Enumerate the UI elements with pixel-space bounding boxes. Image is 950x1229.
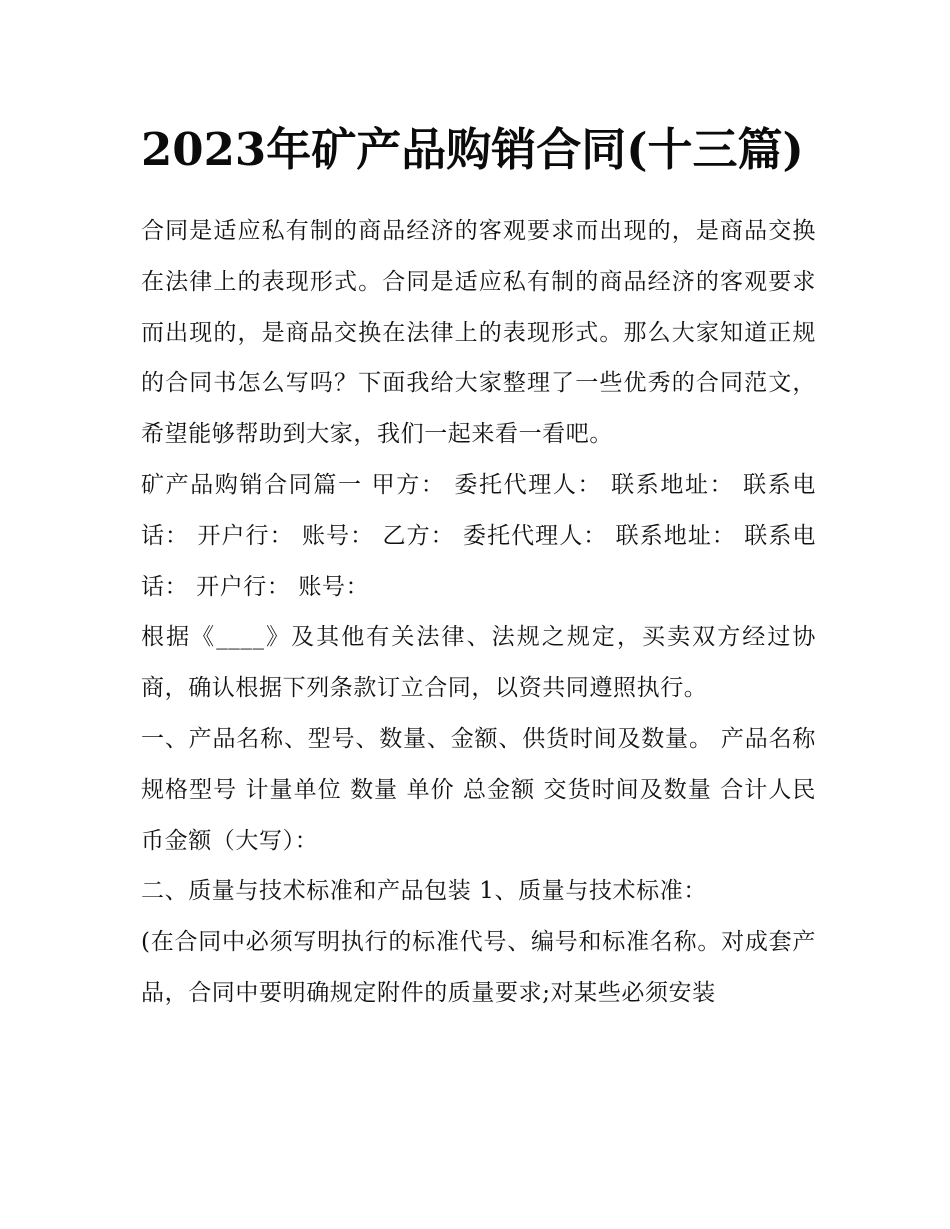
document-page — [141, 112, 816, 1019]
paragraph-section-2: 二、质量与技术标准和产品包装 1、质量与技术标准： — [141, 878, 707, 905]
document-body — [141, 206, 816, 1019]
paragraph-section-1: 一、产品名称、型号、数量、金额、供货时间及数量。 产品名称 规格型号 计量单位 数量 单价 总金额 交货时间及数量 合计人民币金额（大写）： — [141, 725, 816, 854]
paragraph-intro: 合同是适应私有制的商品经济的客观要求而出现的，是商品交换在法律上的表现形式。合同是适应私有制的商品经济的客观要求而出现的，是商品交换在法律上的表现形式。那么大家知道正规的合同书怎么写吗？下面我给大家整理了一些优秀的合同范文，希望能够帮助到大家，我们一起来看一看吧。 — [141, 218, 816, 448]
paragraph-standards: (在合同中必须写明执行的标准代号、编号和标准名称。对成套产品，合同中要明确规定附件的质量要求;对某些必须安装 — [141, 929, 816, 1006]
document-title: 2023年矿产品购销合同(十三篇) — [141, 123, 804, 176]
paragraph-parties: 矿产品购销合同篇一 甲方： 委托代理人： 联系地址： 联系电话： 开户行： 账号： 乙方： 委托代理人： 联系地址： 联系电话： 开户行： 账号： — [141, 471, 816, 600]
paragraph-basis: 根据《____》及其他有关法律、法规之规定，买卖双方经过协商，确认根据下列条款订立合同，以资共同遵照执行。 — [141, 624, 816, 702]
